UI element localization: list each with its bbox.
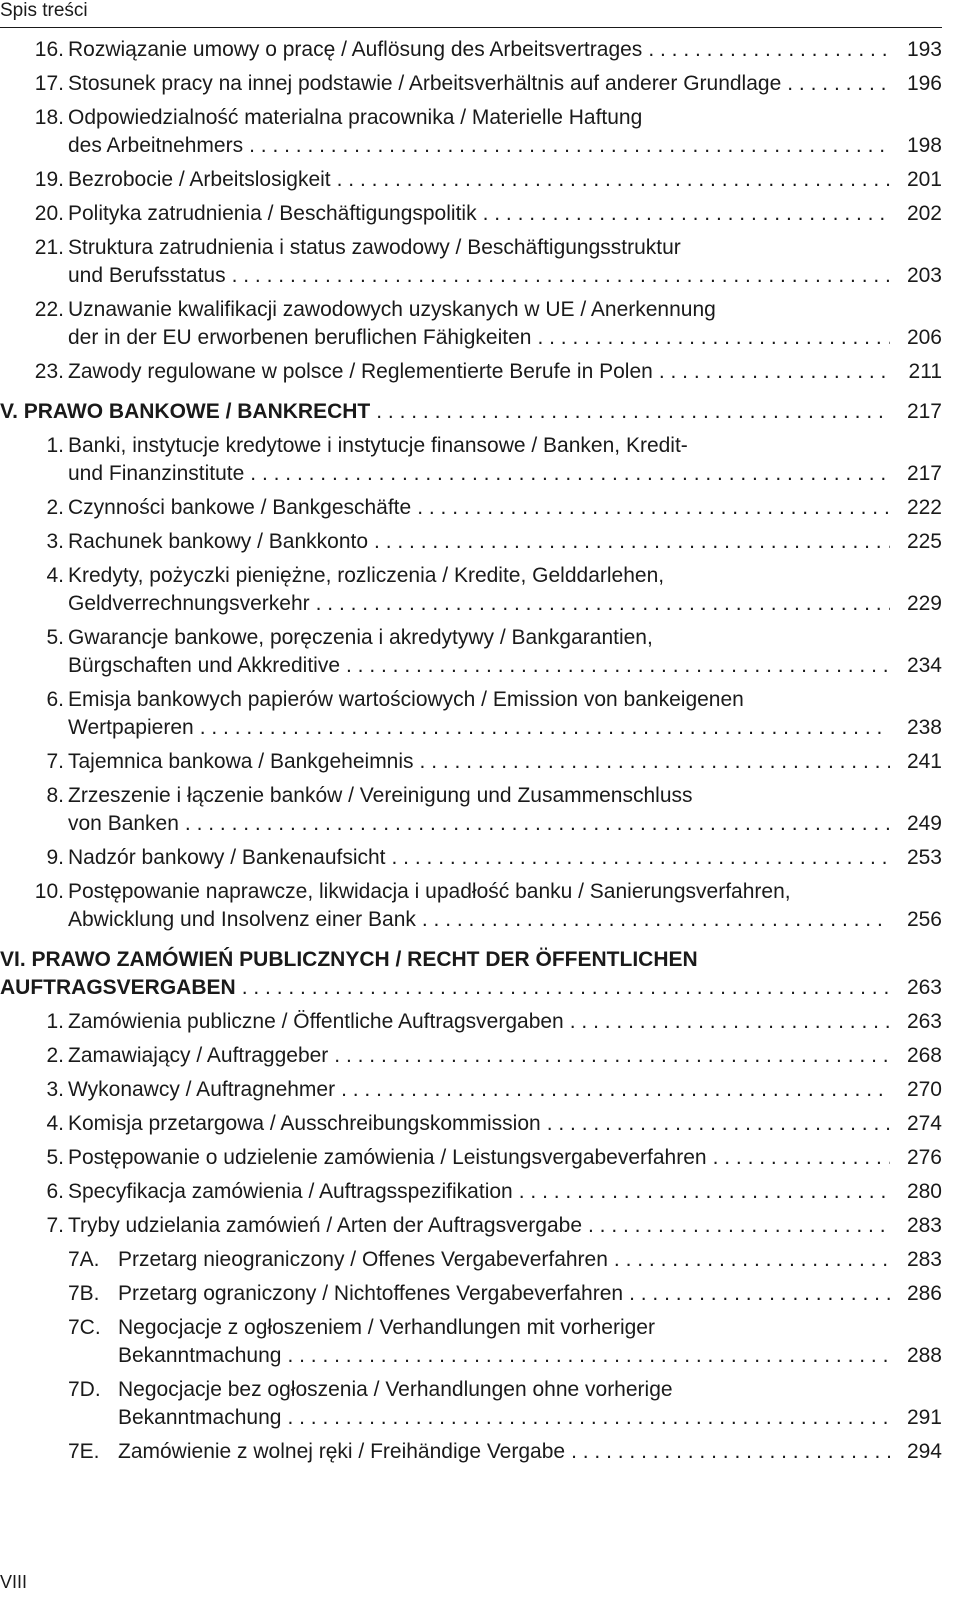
toc-entry-line bbox=[34, 166, 942, 194]
toc-entry-line bbox=[34, 70, 942, 98]
toc-entry[interactable] bbox=[0, 1144, 942, 1172]
toc-entry-number: 6. bbox=[46, 1180, 64, 1203]
toc-entry-title: Emisja bankowych papierów wartościowych / Emission von bankeigenen bbox=[68, 688, 744, 711]
toc-entry-title: Struktura zatrudnienia i status zawodowy / Beschäftigungsstruktur bbox=[68, 236, 681, 259]
toc-entry-line bbox=[0, 974, 942, 1002]
toc-entry-line bbox=[68, 1376, 942, 1404]
toc-section-heading[interactable] bbox=[0, 946, 942, 1002]
toc-entry-line bbox=[68, 652, 942, 680]
dot-leader bbox=[334, 1042, 890, 1070]
toc-entry[interactable] bbox=[0, 1376, 942, 1432]
toc-entry-line bbox=[34, 358, 942, 386]
toc-entry-number: 7C. bbox=[68, 1316, 101, 1339]
toc-entry-page: 196 bbox=[906, 72, 942, 95]
toc-entry-title: V. PRAWO BANKOWE / BANKRECHT bbox=[0, 400, 371, 423]
toc-entry-number: 1. bbox=[46, 1010, 64, 1033]
toc-entry-page: 202 bbox=[906, 202, 942, 225]
toc-entry[interactable] bbox=[0, 1438, 942, 1466]
toc-entry-page: 263 bbox=[906, 976, 942, 999]
toc-entry-title: der in der EU erworbenen beruflichen Fähigkeiten bbox=[68, 326, 532, 349]
toc-entry-line bbox=[34, 234, 942, 262]
toc-entry[interactable] bbox=[0, 528, 942, 556]
toc-entry-line bbox=[68, 1438, 942, 1466]
toc-entry-number: 3. bbox=[46, 1078, 64, 1101]
dot-leader bbox=[287, 1404, 890, 1432]
toc-entry[interactable] bbox=[0, 296, 942, 352]
toc-entry-title: Odpowiedzialność materialna pracownika / Materielle Haftung bbox=[68, 106, 643, 129]
toc-entry-title: Bekanntmachung bbox=[118, 1344, 282, 1367]
toc-entry-line bbox=[46, 624, 942, 652]
toc-entry-line bbox=[46, 748, 942, 776]
dot-leader bbox=[250, 460, 890, 488]
toc-entry-line bbox=[0, 946, 942, 974]
toc-entry-title: Polityka zatrudnienia / Beschäftigungspolitik bbox=[68, 202, 477, 225]
toc-entry-number: 9. bbox=[46, 846, 64, 869]
toc-entry-line bbox=[46, 562, 942, 590]
toc-entry[interactable] bbox=[0, 878, 942, 934]
toc-entry-page: 253 bbox=[906, 846, 942, 869]
toc-entry[interactable] bbox=[0, 200, 942, 228]
toc-entry-number: 18. bbox=[34, 106, 64, 129]
toc-entry-page: 280 bbox=[906, 1180, 942, 1203]
toc-entry-page: 225 bbox=[906, 530, 942, 553]
toc-entry-page: 256 bbox=[906, 908, 942, 931]
toc-entry-title: Negocjacje bez ogłoszenia / Verhandlungen ohne vorherige bbox=[118, 1378, 673, 1401]
toc-entry-page: 270 bbox=[906, 1078, 942, 1101]
toc-entry-number: 7B. bbox=[68, 1282, 100, 1305]
dot-leader bbox=[422, 906, 890, 934]
toc-entry-number: 22. bbox=[34, 298, 64, 321]
toc-entry-line bbox=[68, 810, 942, 838]
toc-entry[interactable] bbox=[0, 1280, 942, 1308]
toc-entry-title: Zamawiający / Auftraggeber bbox=[68, 1044, 329, 1067]
toc-entry-line bbox=[68, 1314, 942, 1342]
dot-leader bbox=[588, 1212, 890, 1240]
toc-entry-title: Wertpapieren bbox=[68, 716, 194, 739]
toc-entry-page: 211 bbox=[908, 360, 942, 383]
toc-entry-line bbox=[46, 686, 942, 714]
toc-entry-number: 5. bbox=[46, 1146, 64, 1169]
toc-entry[interactable] bbox=[0, 1212, 942, 1240]
dot-leader bbox=[346, 652, 890, 680]
toc-entry-line bbox=[46, 1076, 942, 1104]
toc-entry-line bbox=[68, 714, 942, 742]
dot-leader bbox=[287, 1342, 890, 1370]
toc-entry[interactable] bbox=[0, 70, 942, 98]
toc-entry-line bbox=[46, 1110, 942, 1138]
toc-entry-number: 1. bbox=[46, 434, 64, 457]
page-number: VIII bbox=[0, 1572, 28, 1592]
dot-leader bbox=[570, 1008, 890, 1036]
toc-entry-line bbox=[46, 1042, 942, 1070]
toc-entry-page: 268 bbox=[906, 1044, 942, 1067]
toc-entry-line bbox=[46, 1144, 942, 1172]
dot-leader bbox=[316, 590, 890, 618]
toc-entry-number: 8. bbox=[46, 784, 64, 807]
toc-entry-line bbox=[68, 132, 942, 160]
toc-entry-page: 217 bbox=[906, 462, 942, 485]
toc-entry[interactable] bbox=[0, 1314, 942, 1370]
toc-entry-title: Wykonawcy / Auftragnehmer bbox=[68, 1078, 336, 1101]
toc-entry-line bbox=[68, 324, 942, 352]
toc-entry-title: Komisja przetargowa / Ausschreibungskommission bbox=[68, 1112, 541, 1135]
toc-entry-page: 263 bbox=[906, 1010, 942, 1033]
toc-entry-title: Rachunek bankowy / Bankkonto bbox=[68, 530, 369, 553]
dot-leader bbox=[232, 262, 890, 290]
dot-leader bbox=[648, 36, 890, 64]
dot-leader bbox=[629, 1280, 890, 1308]
toc-entry-line bbox=[118, 1404, 942, 1432]
toc-entry-number: 20. bbox=[34, 202, 64, 225]
toc-entry-title: Postępowanie naprawcze, likwidacja i upadłość banku / Sanierungsverfahren, bbox=[68, 880, 791, 903]
toc-entry-title: AUFTRAGSVERGABEN bbox=[0, 976, 236, 999]
toc-entry-title: Bürgschaften und Akkreditive bbox=[68, 654, 340, 677]
dot-leader bbox=[547, 1110, 890, 1138]
toc-entry-line bbox=[34, 104, 942, 132]
toc-entry-title: Bezrobocie / Arbeitslosigkeit bbox=[68, 168, 331, 191]
toc-entry-title: Geldverrechnungsverkehr bbox=[68, 592, 310, 615]
toc-entry[interactable] bbox=[0, 1008, 942, 1036]
toc-entry-title: Rozwiązanie umowy o pracę / Auflösung des Arbeitsvertrages bbox=[68, 38, 643, 61]
dot-leader bbox=[787, 70, 890, 98]
toc-entry-line bbox=[46, 1178, 942, 1206]
toc-entry-page: 234 bbox=[906, 654, 942, 677]
toc-entry-number: 10. bbox=[34, 880, 64, 903]
dot-leader bbox=[537, 324, 890, 352]
toc-entry-number: 3. bbox=[46, 530, 64, 553]
toc-entry-title: Gwarancje bankowe, poręczenia i akredytywy / Bankgarantien, bbox=[68, 626, 653, 649]
toc-entry-page: 229 bbox=[906, 592, 942, 615]
toc-entry-line bbox=[0, 398, 942, 426]
toc-entry-number: 7. bbox=[46, 1214, 64, 1237]
toc-entry-line bbox=[34, 200, 942, 228]
toc-entry-line bbox=[68, 262, 942, 290]
toc-entry-line bbox=[68, 906, 942, 934]
toc-entry-page: 276 bbox=[906, 1146, 942, 1169]
dot-leader bbox=[571, 1438, 890, 1466]
toc-entry-line bbox=[46, 1212, 942, 1240]
toc-entry-title: Przetarg ograniczony / Nichtoffenes Vergabeverfahren bbox=[118, 1282, 624, 1305]
toc-entry-number: 23. bbox=[34, 360, 64, 383]
toc-entry-page: 288 bbox=[906, 1344, 942, 1367]
toc-entry-line bbox=[46, 494, 942, 522]
toc-section-heading[interactable] bbox=[0, 398, 942, 426]
toc-entry-number: 7. bbox=[46, 750, 64, 773]
toc-entry[interactable] bbox=[0, 358, 942, 386]
dot-leader bbox=[374, 528, 890, 556]
toc-entry[interactable] bbox=[0, 624, 942, 680]
toc-entry-page: 294 bbox=[906, 1440, 942, 1463]
toc-entry-page: 274 bbox=[906, 1112, 942, 1135]
toc-entry[interactable] bbox=[0, 562, 942, 618]
toc-entry-page: 283 bbox=[906, 1248, 942, 1271]
toc-entry-page: 203 bbox=[906, 264, 942, 287]
toc-entry-number: 7A. bbox=[68, 1248, 100, 1271]
toc-entry[interactable] bbox=[0, 494, 942, 522]
toc-entry[interactable] bbox=[0, 1110, 942, 1138]
toc-entry[interactable] bbox=[0, 1076, 942, 1104]
toc-entry-number: 7D. bbox=[68, 1378, 101, 1401]
toc-entry-number: 2. bbox=[46, 496, 64, 519]
toc-entry-line bbox=[34, 878, 942, 906]
toc-entry[interactable] bbox=[0, 166, 942, 194]
toc-entry-number: 2. bbox=[46, 1044, 64, 1067]
toc-entry-line bbox=[46, 1008, 942, 1036]
toc-entry-page: 283 bbox=[906, 1214, 942, 1237]
toc-entry-number: 7E. bbox=[68, 1440, 100, 1463]
toc-entry-title: Zamówienia publiczne / Öffentliche Auftragsvergaben bbox=[68, 1010, 564, 1033]
toc-entry-title: Banki, instytucje kredytowe i instytucje finansowe / Banken, Kredit- bbox=[68, 434, 688, 457]
toc-entry-title: des Arbeitnehmers bbox=[68, 134, 244, 157]
toc-entry-line bbox=[68, 590, 942, 618]
dot-leader bbox=[483, 200, 890, 228]
toc-entry-line bbox=[46, 432, 942, 460]
dot-leader bbox=[242, 974, 890, 1002]
toc-entry-line bbox=[46, 782, 942, 810]
toc-entry-title: und Finanzinstitute bbox=[68, 462, 245, 485]
toc-entry-page: 198 bbox=[906, 134, 942, 157]
toc-entry-title: Bekanntmachung bbox=[118, 1406, 282, 1429]
dot-leader bbox=[200, 714, 890, 742]
dot-leader bbox=[420, 748, 890, 776]
toc-entry-number: 16. bbox=[34, 38, 64, 61]
toc-entry[interactable] bbox=[0, 234, 942, 290]
toc-entry-title: Specyfikacja zamówienia / Auftragsspezifikation bbox=[68, 1180, 513, 1203]
table-of-contents bbox=[0, 36, 942, 1472]
toc-entry-page: 291 bbox=[906, 1406, 942, 1429]
toc-entry[interactable] bbox=[0, 36, 942, 64]
dot-leader bbox=[417, 494, 890, 522]
header-divider bbox=[0, 27, 942, 28]
dot-leader bbox=[249, 132, 890, 160]
toc-entry-title: Czynności bankowe / Bankgeschäfte bbox=[68, 496, 412, 519]
toc-entry-title: Przetarg nieograniczony / Offenes Vergabeverfahren bbox=[118, 1248, 608, 1271]
toc-entry-title: und Berufsstatus bbox=[68, 264, 226, 287]
toc-entry-number: 4. bbox=[46, 564, 64, 587]
toc-entry-line bbox=[34, 36, 942, 64]
toc-entry-number: 19. bbox=[34, 168, 64, 191]
toc-entry-title: Zamówienie z wolnej ręki / Freihändige Vergabe bbox=[118, 1440, 566, 1463]
dot-leader bbox=[337, 166, 890, 194]
toc-entry-page: 206 bbox=[906, 326, 942, 349]
toc-entry[interactable] bbox=[0, 1178, 942, 1206]
dot-leader bbox=[376, 398, 890, 426]
toc-entry-page: 217 bbox=[906, 400, 942, 423]
toc-entry[interactable] bbox=[0, 686, 942, 742]
toc-entry-page: 222 bbox=[906, 496, 942, 519]
toc-entry-title: Zrzeszenie i łączenie banków / Vereinigung und Zusammenschluss bbox=[68, 784, 693, 807]
toc-entry-line bbox=[46, 528, 942, 556]
toc-entry[interactable] bbox=[0, 844, 942, 872]
toc-entry-line bbox=[34, 296, 942, 324]
dot-leader bbox=[341, 1076, 890, 1104]
dot-leader bbox=[519, 1178, 890, 1206]
toc-entry-page: 193 bbox=[906, 38, 942, 61]
toc-entry-number: 17. bbox=[34, 72, 64, 95]
toc-entry-title: VI. PRAWO ZAMÓWIEŃ PUBLICZNYCH / RECHT DER ÖFFENTLICHEN bbox=[0, 948, 698, 971]
toc-entry-page: 249 bbox=[906, 812, 942, 835]
toc-entry-title: Tryby udzielania zamówień / Arten der Auftragsvergabe bbox=[68, 1214, 582, 1237]
toc-entry-title: Abwicklung und Insolvenz einer Bank bbox=[68, 908, 416, 931]
running-header: Spis treści bbox=[0, 0, 88, 21]
toc-entry-title: Uznawanie kwalifikacji zawodowych uzyskanych w UE / Anerkennung bbox=[68, 298, 716, 321]
toc-entry[interactable] bbox=[0, 782, 942, 838]
toc-entry[interactable] bbox=[0, 104, 942, 160]
toc-entry-line bbox=[68, 1246, 942, 1274]
dot-leader bbox=[713, 1144, 890, 1172]
toc-entry-title: Stosunek pracy na innej podstawie / Arbeitsverhältnis auf anderer Grundlage bbox=[68, 72, 782, 95]
toc-entry-page: 201 bbox=[906, 168, 942, 191]
toc-entry-line bbox=[68, 1280, 942, 1308]
toc-entry-number: 4. bbox=[46, 1112, 64, 1135]
toc-entry-number: 6. bbox=[46, 688, 64, 711]
toc-entry-title: Negocjacje z ogłoszeniem / Verhandlungen mit vorheriger bbox=[118, 1316, 655, 1339]
toc-entry-page: 238 bbox=[906, 716, 942, 739]
toc-entry-line bbox=[68, 460, 942, 488]
toc-entry-number: 21. bbox=[34, 236, 64, 259]
toc-entry[interactable] bbox=[0, 1246, 942, 1274]
toc-entry-line bbox=[46, 844, 942, 872]
toc-entry-line bbox=[118, 1342, 942, 1370]
toc-entry-title: Zawody regulowane w polsce / Reglementierte Berufe in Polen bbox=[68, 360, 653, 383]
toc-entry-title: von Banken bbox=[68, 812, 179, 835]
toc-entry-title: Kredyty, pożyczki pieniężne, rozliczenia / Kredite, Gelddarlehen, bbox=[68, 564, 665, 587]
toc-entry[interactable] bbox=[0, 748, 942, 776]
toc-entry-number: 5. bbox=[46, 626, 64, 649]
dot-leader bbox=[659, 358, 890, 386]
toc-entry-page: 286 bbox=[906, 1282, 942, 1305]
toc-entry-title: Tajemnica bankowa / Bankgeheimnis bbox=[68, 750, 414, 773]
toc-entry-title: Postępowanie o udzielenie zamówienia / Leistungsvergabeverfahren bbox=[68, 1146, 707, 1169]
toc-entry-title: Nadzór bankowy / Bankenaufsicht bbox=[68, 846, 386, 869]
toc-entry[interactable] bbox=[0, 1042, 942, 1070]
toc-entry-page: 241 bbox=[906, 750, 942, 773]
dot-leader bbox=[185, 810, 890, 838]
dot-leader bbox=[392, 844, 890, 872]
dot-leader bbox=[614, 1246, 890, 1274]
toc-entry[interactable] bbox=[0, 432, 942, 488]
